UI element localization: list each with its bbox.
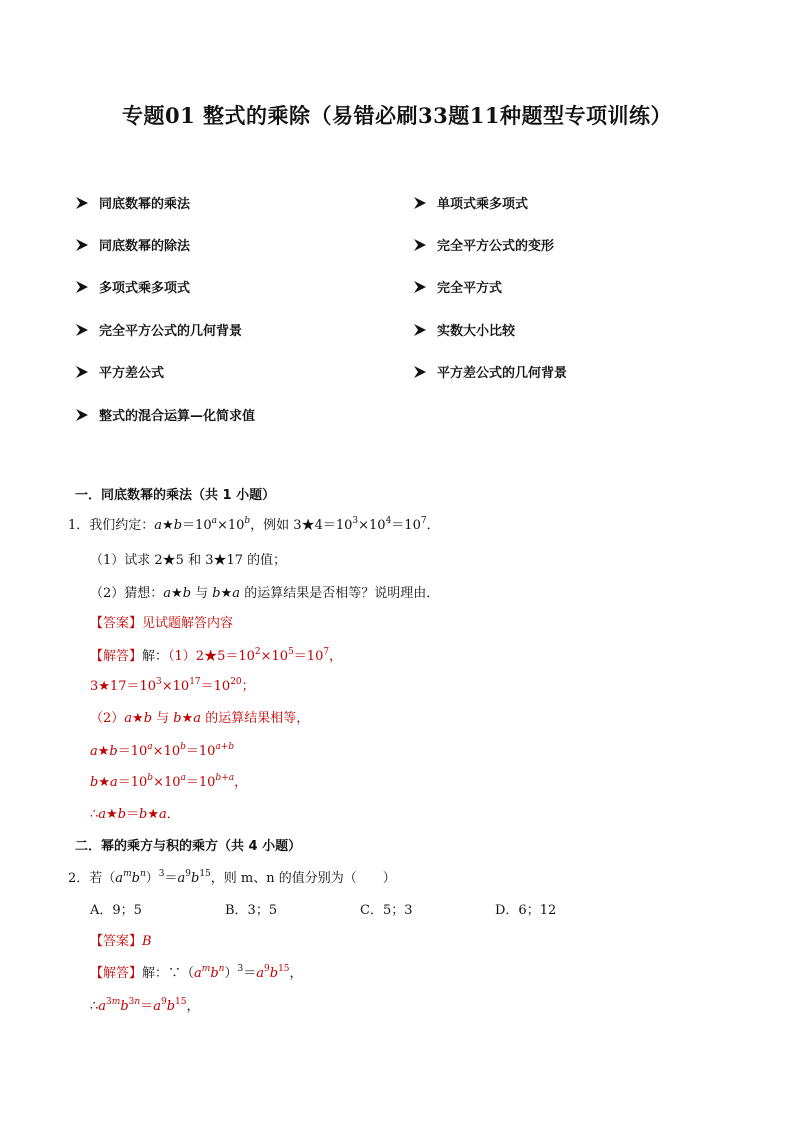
arrow-bullet-icon [75, 323, 89, 337]
solution-step: $3★17=10^3\times 10^{17}=10^{20}$； [90, 677, 255, 694]
solution-step: ∴a★b＝b★a． [90, 807, 180, 822]
topic-item: 平方差公式的几何背景 [413, 362, 567, 381]
solution-line: 【解答】解：$\because(a^mb^n)^3=a^9b^{15}$， [90, 964, 303, 981]
page-title: 专题01 整式的乘除（易错必刷33题11种题型专项训练） [122, 103, 672, 128]
question-1: 1．我们约定：$a★b=10^a\times 10^b$，例如 $3★4=10^3\times 10^4=10^7$． [68, 516, 440, 533]
arrow-bullet-icon [75, 408, 89, 422]
arrow-bullet-icon [413, 323, 427, 337]
topic-item: 同底数幂的乘法 [75, 193, 190, 212]
topic-item: 单项式乘多项式 [413, 193, 528, 212]
section-heading: 一．同底数幂的乘法（共 1 小题） [75, 488, 276, 503]
topic-item: 整式的混合运算—化简求值 [75, 405, 255, 424]
question-1-part-2: （2）猜想：a★b 与 b★a 的运算结果是否相等？说明理由． [90, 586, 440, 601]
arrow-bullet-icon [75, 196, 89, 210]
topic-item: 完全平方公式的变形 [413, 235, 554, 254]
arrow-bullet-icon [75, 280, 89, 294]
topic-item: 平方差公式 [75, 362, 164, 381]
question-1-part-1: （1）试求 2★5 和 3★17 的值； [90, 553, 287, 568]
topic-item: 完全平方公式的几何背景 [75, 320, 242, 339]
option-b[interactable]: B．3；5 [225, 903, 278, 918]
answer-line: 【答案】见试题解答内容 [90, 616, 234, 631]
answer-line: 【答案】B [90, 934, 152, 949]
section-heading: 二．幂的乘方与积的乘方（共 4 小题） [75, 839, 302, 854]
arrow-bullet-icon [75, 365, 89, 379]
question-2: 2．若$(a^mb^n)^3=a^9b^{15}$，则 m、n 的值分别为（ ） [68, 869, 396, 886]
arrow-bullet-icon [413, 196, 427, 210]
solution-step: $b★a=10^b\times 10^a=10^{b+a}$， [90, 773, 248, 790]
arrow-bullet-icon [413, 365, 427, 379]
topic-item: 完全平方式 [413, 277, 502, 296]
arrow-bullet-icon [75, 238, 89, 252]
solution-step: $a★b=10^a\times 10^b=10^{a+b}$ [90, 742, 235, 759]
option-a[interactable]: A．9；5 [90, 903, 142, 918]
options-row [90, 899, 630, 918]
arrow-bullet-icon [413, 238, 427, 252]
option-d[interactable]: D．6；12 [495, 903, 557, 918]
solution-step: （2）a★b 与 b★a 的运算结果相等， [90, 711, 310, 726]
solution-line: 【解答】解：$(1)2★5=10^2\times 10^5=10^7$， [90, 647, 343, 664]
topic-item: 同底数幂的除法 [75, 235, 190, 254]
solution-step: $\therefore a^{3m}b^{3n}=a^9b^{15}$， [90, 997, 200, 1014]
arrow-bullet-icon [413, 280, 427, 294]
topic-item: 实数大小比较 [413, 320, 515, 339]
topic-item: 多项式乘多项式 [75, 277, 190, 296]
option-c[interactable]: C．5；3 [360, 903, 413, 918]
